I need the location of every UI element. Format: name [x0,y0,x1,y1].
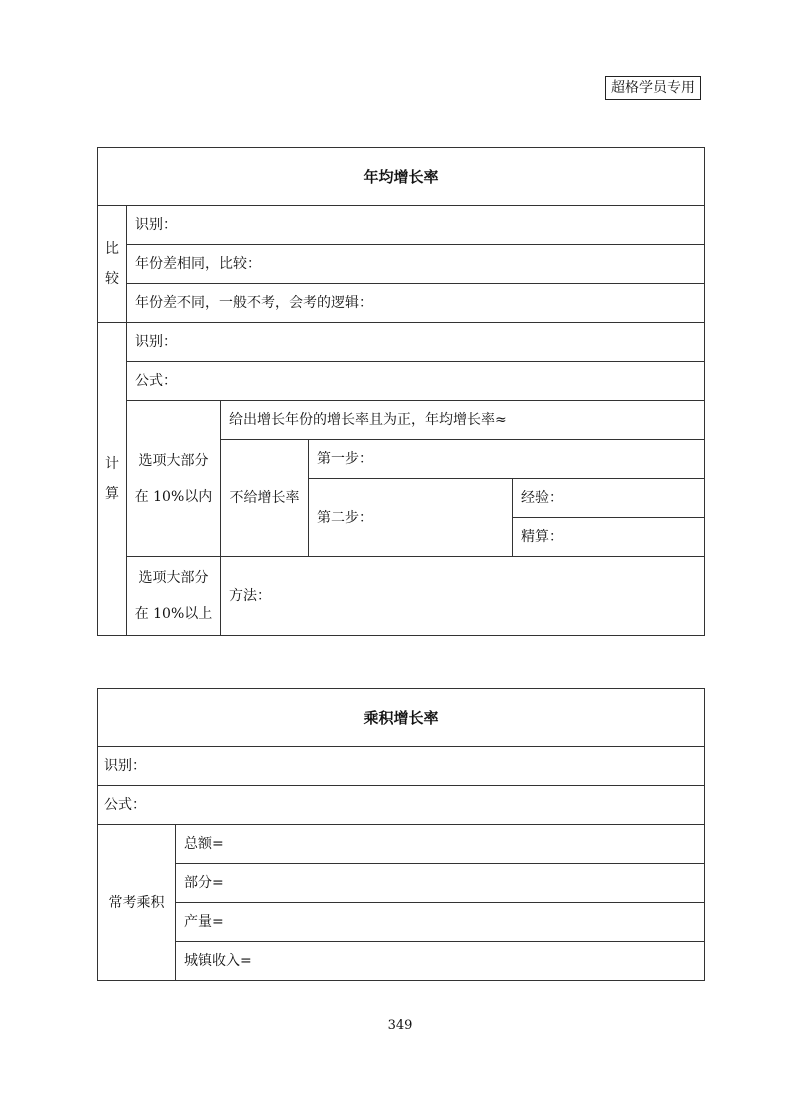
annual-growth-title: 年均增长率 [98,148,705,206]
compare-same-gap-row: 年份差相同，比较： [127,245,705,284]
compare-side-label: 比 较 [98,206,127,323]
step1-cell: 第一步： [309,440,705,479]
product-identify-row: 识别： [98,747,705,786]
method-cell: 方法： [221,557,705,636]
member-only-badge: 超格学员专用 [605,76,701,100]
common-product-label: 常考乘积 [98,825,176,981]
precise-cell: 精算： [513,518,705,557]
no-rate-label: 不给增长率 [221,440,309,557]
calc-side-label: 计 算 [98,323,127,636]
calc-identify-row: 识别： [127,323,705,362]
above-10pct-label: 选项大部分 在 10%以上 [127,557,221,636]
step2-cell: 第二步： [309,479,513,557]
given-rate-row: 给出增长年份的增长率且为正，年均增长率≈ [221,401,705,440]
experience-cell: 经验： [513,479,705,518]
product-growth-table [97,688,705,981]
product-growth-title: 乘积增长率 [98,689,705,747]
common-item-output: 产量= [176,903,705,942]
annual-growth-table [97,147,705,636]
compare-identify-row: 识别： [127,206,705,245]
calc-formula-row: 公式： [127,362,705,401]
within-10pct-label: 选项大部分 在 10%以内 [127,401,221,557]
common-item-part: 部分= [176,864,705,903]
page-number: 349 [387,1018,413,1033]
compare-diff-gap-row: 年份差不同，一般不考，会考的逻辑： [127,284,705,323]
product-formula-row: 公式： [98,786,705,825]
common-item-total: 总额= [176,825,705,864]
common-item-urban-income: 城镇收入= [176,942,705,981]
